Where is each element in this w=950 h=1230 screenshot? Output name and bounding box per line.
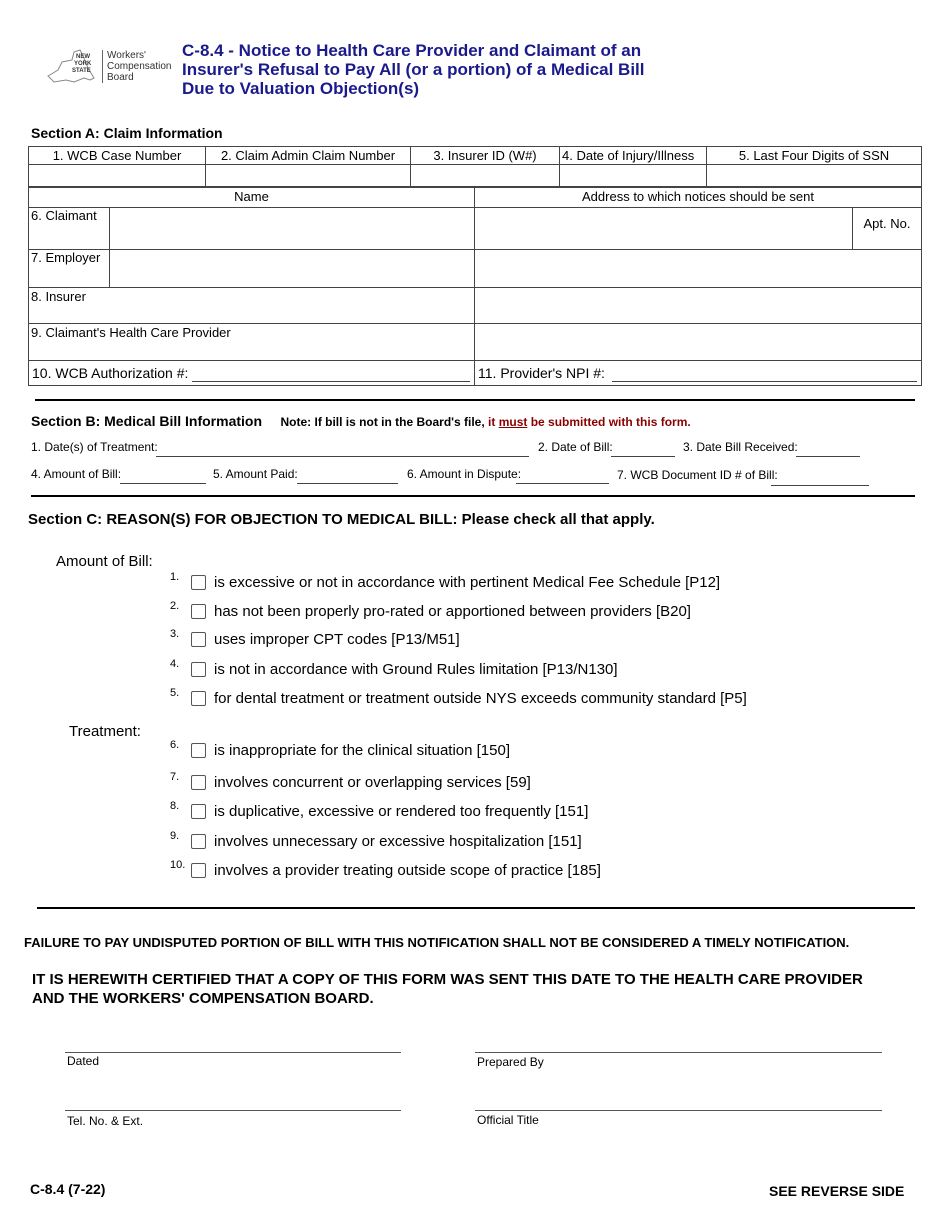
- date-of-bill-input[interactable]: [611, 440, 675, 457]
- amount-of-bill-input[interactable]: [120, 467, 206, 484]
- objection-checkbox[interactable]: [191, 604, 206, 619]
- employer-label: 7. Employer: [31, 250, 101, 265]
- objection-item-text: is duplicative, excessive or rendered too frequently [151]: [214, 803, 589, 820]
- document-id-label: 7. WCB Document ID # of Bill:: [617, 468, 778, 482]
- apt-no-label: Apt. No.: [863, 216, 911, 231]
- svg-text:STATE: STATE: [72, 68, 91, 74]
- objection-checkbox[interactable]: [191, 662, 206, 677]
- title-line-3: Due to Valuation Objection(s): [182, 79, 420, 98]
- claimant-address-input[interactable]: [474, 207, 853, 250]
- tel-input[interactable]: [65, 1110, 401, 1111]
- objection-item-text: is excessive or not in accordance with pertinent Medical Fee Schedule [P12]: [214, 574, 721, 591]
- svg-text:YORK: YORK: [74, 61, 92, 67]
- insurer-label: 8. Insurer: [31, 289, 86, 304]
- amount-in-dispute-label: 6. Amount in Dispute:: [407, 467, 522, 481]
- objection-item-text: has not been properly pro-rated or apportioned between providers [B20]: [214, 603, 691, 620]
- note-prefix: Note: If bill is not in the Board's file,: [280, 415, 489, 429]
- objection-checkbox[interactable]: [191, 775, 206, 790]
- insurer-id-input[interactable]: [410, 164, 560, 187]
- note-suffix: be submitted with this form.: [527, 415, 691, 429]
- objection-item-text: is not in accordance with Ground Rules limitation [P13/N130]: [214, 661, 618, 678]
- objection-checkbox[interactable]: [191, 575, 206, 590]
- amount-of-bill-label: 4. Amount of Bill:: [31, 467, 122, 481]
- provider-address-input[interactable]: [474, 323, 922, 361]
- wcb-case-number-label: 1. WCB Case Number: [28, 146, 206, 165]
- apt-no-field[interactable]: [852, 207, 922, 250]
- objection-item-number: 5.: [170, 687, 180, 699]
- address-column-header: Address to which notices should be sent: [474, 187, 922, 208]
- divider: [35, 399, 915, 401]
- divider: [31, 495, 915, 497]
- board-name: Workers' Compensation Board: [102, 50, 171, 83]
- title-line-2: Insurer's Refusal to Pay All (or a portion) of a Medical Bill: [182, 60, 645, 79]
- objection-item-text: involves concurrent or overlapping services [59]: [214, 774, 531, 791]
- section-b-note: [280, 415, 690, 429]
- authorization-label: 10. WCB Authorization #:: [32, 365, 189, 381]
- wcb-case-number-input[interactable]: [28, 164, 206, 187]
- treatment-dates-input[interactable]: [156, 440, 529, 457]
- claim-admin-number-label: 2. Claim Admin Claim Number: [205, 146, 411, 165]
- claimant-label: 6. Claimant: [31, 208, 97, 223]
- treatment-group-label: Treatment:: [69, 723, 141, 740]
- certification-statement: [32, 970, 863, 1008]
- objection-checkbox[interactable]: [191, 743, 206, 758]
- amount-paid-input[interactable]: [297, 467, 398, 484]
- title-line-1: C-8.4 - Notice to Health Care Provider and Claimant of an: [182, 41, 642, 60]
- prepared-by-label: Prepared By: [477, 1055, 544, 1069]
- failure-notice: FAILURE TO PAY UNDISPUTED PORTION OF BILL WITH THIS NOTIFICATION SHALL NOT BE CONSIDERED A TIMELY NOTIFICATION.: [24, 935, 850, 950]
- objection-checkbox[interactable]: [191, 863, 206, 878]
- official-title-input[interactable]: [475, 1110, 882, 1111]
- document-id-input[interactable]: [771, 469, 869, 486]
- insurer-name-input[interactable]: [28, 287, 475, 324]
- ssn-last-four-input[interactable]: [706, 164, 922, 187]
- date-of-bill-label: 2. Date of Bill:: [538, 440, 613, 454]
- amount-group-label: Amount of Bill:: [56, 553, 153, 570]
- objection-item-number: 8.: [170, 800, 180, 812]
- objection-item-text: involves unnecessary or excessive hospitalization [151]: [214, 833, 582, 850]
- objection-item-text: involves a provider treating outside scope of practice [185]: [214, 862, 601, 879]
- official-title-label: Official Title: [477, 1113, 539, 1127]
- wcb-logo: [44, 48, 174, 90]
- npi-label: 11. Provider's NPI #:: [478, 365, 605, 381]
- employer-address-input[interactable]: [474, 249, 922, 288]
- amount-paid-label: 5. Amount Paid:: [213, 467, 298, 481]
- section-b-header: [31, 413, 691, 431]
- note-it: it: [488, 415, 499, 429]
- objection-checkbox[interactable]: [191, 632, 206, 647]
- date-of-injury-label: 4. Date of Injury/Illness: [559, 146, 707, 165]
- authorization-input[interactable]: [192, 363, 470, 382]
- dated-input[interactable]: [65, 1052, 401, 1053]
- tel-label: Tel. No. & Ext.: [67, 1114, 144, 1128]
- form-code: C-8.4 (7-22): [30, 1181, 106, 1197]
- insurer-address-input[interactable]: [474, 287, 922, 324]
- insurer-id-label: 3. Insurer ID (W#): [410, 146, 560, 165]
- certify-line-2: AND THE WORKERS' COMPENSATION BOARD.: [32, 990, 374, 1007]
- objection-item-text: for dental treatment or treatment outside NYS exceeds community standard [P5]: [214, 690, 747, 707]
- ssn-last-four-label: 5. Last Four Digits of SSN: [706, 146, 922, 165]
- provider-name-input[interactable]: [28, 323, 475, 361]
- objection-item-text: uses improper CPT codes [P13/M51]: [214, 631, 460, 648]
- objection-item-number: 10.: [170, 859, 186, 871]
- form-title: [182, 41, 742, 98]
- objection-checkbox[interactable]: [191, 834, 206, 849]
- claim-admin-number-input[interactable]: [205, 164, 411, 187]
- npi-input[interactable]: [612, 363, 917, 382]
- objection-checkbox[interactable]: [191, 804, 206, 819]
- provider-label: 9. Claimant's Health Care Provider: [31, 325, 231, 340]
- objection-item-number: 6.: [170, 739, 180, 751]
- svg-text:NEW: NEW: [76, 54, 90, 60]
- section-c-heading: Section C: REASON(S) FOR OBJECTION TO MEDICAL BILL: Please check all that apply.: [28, 511, 655, 528]
- dated-label: Dated: [67, 1054, 100, 1068]
- treatment-dates-label: 1. Date(s) of Treatment:: [31, 440, 158, 454]
- prepared-by-input[interactable]: [475, 1052, 882, 1053]
- objection-checkbox[interactable]: [191, 691, 206, 706]
- objection-item-number: 2.: [170, 600, 180, 612]
- certify-line-1: IT IS HEREWITH CERTIFIED THAT A COPY OF THIS FORM WAS SENT THIS DATE TO THE HEALTH CARE PROVIDER: [32, 971, 863, 988]
- divider: [37, 907, 915, 909]
- objection-item-text: is inappropriate for the clinical situation [150]: [214, 742, 511, 759]
- employer-name-input[interactable]: [109, 249, 475, 288]
- section-b-heading: Section B: Medical Bill Information: [31, 413, 263, 429]
- objection-item-number: 7.: [170, 771, 180, 783]
- name-column-header: Name: [28, 187, 475, 208]
- amount-in-dispute-input[interactable]: [516, 467, 609, 484]
- objection-item-number: 9.: [170, 830, 180, 842]
- note-must: must: [498, 415, 528, 429]
- objection-item-number: 1.: [170, 571, 180, 583]
- claimant-name-input[interactable]: [109, 207, 475, 250]
- see-reverse-side: SEE REVERSE SIDE: [769, 1183, 905, 1199]
- date-received-label: 3. Date Bill Received:: [683, 440, 798, 454]
- objection-item-number: 3.: [170, 628, 180, 640]
- date-of-injury-input[interactable]: [559, 164, 707, 187]
- section-a-heading: Section A: Claim Information: [31, 125, 223, 141]
- objection-item-number: 4.: [170, 658, 180, 670]
- date-received-input[interactable]: [796, 440, 860, 457]
- ny-state-outline-icon: [44, 48, 98, 88]
